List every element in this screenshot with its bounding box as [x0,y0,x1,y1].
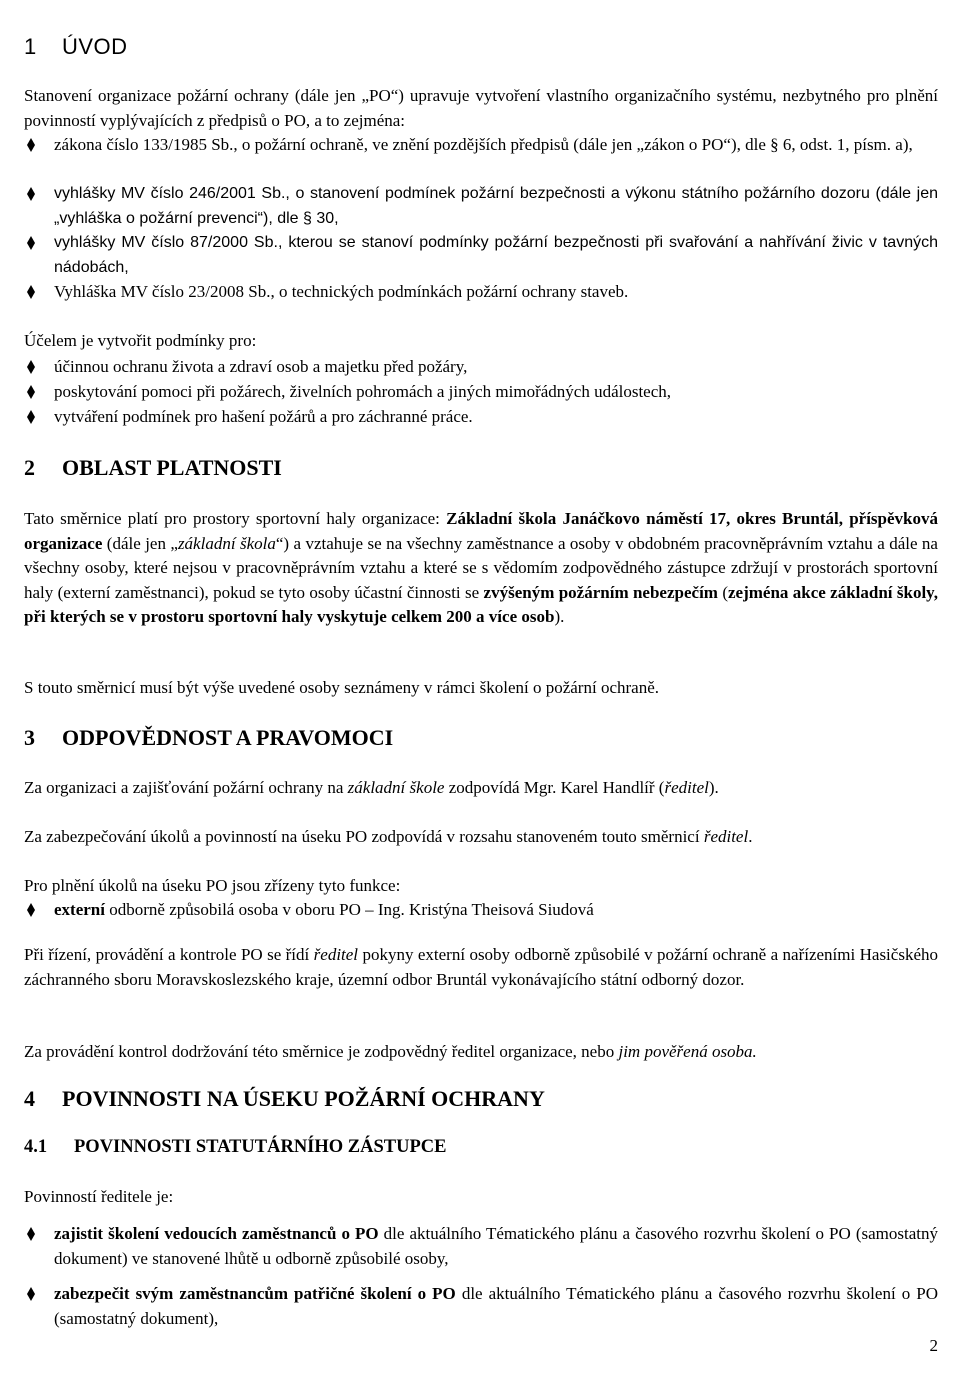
page-number: 2 [929,1336,938,1355]
s1-purpose-item [24,405,938,430]
text-run: odborně způsobilá osoba v oboru PO – Ing. Kristýna Theisová Siudová [104,900,594,919]
s1-purpose-item [24,355,938,380]
diamond-bullet-icon [24,405,38,429]
text-run-bold: zejména akce základní školy, při kterých se v prostoru sportovní haly vyskytuje celkem 200 a více osob [24,582,938,626]
s41-duty-item [24,1282,938,1331]
diamond-bullet-icon [24,1282,38,1306]
text-run: . [748,827,753,846]
section-3-heading [24,725,393,751]
list-item-text: poskytování pomoci při požárech, živelních pohromách a jiných mimořádných událostech, [54,382,672,401]
list-item-text: vyhlášky MV číslo 87/2000 Sb., kterou se stanoví podmínky požární bezpečnosti při svařování a nahřívání živic v tavných nádobách, [54,234,938,276]
diamond-bullet-icon [24,231,38,255]
s3-control-paragraph [24,1040,938,1065]
text-run-bold: zabezpečit svým zaměstnancům patřičné školení o PO [54,1284,456,1303]
text-run-bold: zvýšeným požárním nebezpečím [483,582,718,602]
text-run: pokyny externí osoby odborně způsobilé v požární ochraně a nařízeními Hasičského záchranného sboru Moravskoslezského kraje, územní odbor Bruntál vykonávajícího státní odborný dozor. [24,945,938,989]
diamond-bullet-icon [24,1222,38,1246]
text-run: zodpovídá Mgr. Karel Handlíř ( [444,778,665,797]
text-run: ). [554,607,565,626]
s3-responsibility-paragraph [24,776,938,801]
text-run-italic: ředitel [664,778,709,797]
s2-training-paragraph: S touto směrnicí musí být výše uvedené osoby seznámeny v rámci školení o požární ochraně. [24,678,659,697]
list-item-text: účinnou ochranu života a zdraví osob a majetku před požáry, [54,357,468,376]
section-title: POVINNOSTI NA ÚSEKU POŽÁRNÍ OCHRANY [62,1086,545,1111]
section-number: 1 [24,34,37,59]
s1-purpose-item [24,380,938,405]
text-run-italic: ředitel [313,945,359,964]
list-item-text: vyhlášky MV číslo 246/2001 Sb., o stanovení podmínek požární bezpečnosti a výkonu státního požárního dozoru (dále jen „vyhláška o požární prevenci“), dle § 30, [54,185,938,227]
text-run-bold: zajistit školení vedoucích zaměstnanců o PO [54,1224,379,1243]
s1-list-item [24,182,938,231]
text-run: dle aktuálního Tématického plánu a časového rozvrhu školení o PO (samostatný dokument), [54,1284,939,1328]
section-title: OBLAST PLATNOSTI [62,455,282,480]
text-run: Za provádění kontrol dodržování této směrnice je zodpovědný ředitel organizace, nebo [24,1042,619,1061]
section-2-heading [24,455,282,481]
section-title: POVINNOSTI STATUTÁRNÍHO ZÁSTUPCE [74,1137,447,1157]
list-item-text [54,1282,938,1331]
list-item-text: zákona číslo 133/1985 Sb., o požární ochraně, ve znění pozdějších předpisů (dále jen „zákon o PO“), dle § 6, odst. 1, písm. a), [54,135,913,154]
s3-functions-paragraph: Pro plnění úkolů na úseku PO jsou zřízeny tyto funkce: [24,876,401,895]
text-run: dle aktuálního Tématického plánu a časového rozvrhu školení o PO (samostatný dokument) ve stanovené lhůtě u odborně způsobilé osoby, [54,1224,938,1268]
s1-list-item [24,231,938,280]
s41-duty-item [24,1222,938,1271]
text-run-italic: ředitel [703,827,749,846]
text-run: Při řízení, provádění a kontrole PO se řídí [24,945,314,964]
s1-purpose-paragraph: Účelem je vytvořit podmínky pro: [24,331,257,350]
diamond-bullet-icon [24,280,38,304]
text-run: Za organizaci a zajišťování požární ochrany na [24,778,348,797]
text-run: (dále jen „ [102,533,178,553]
list-item-text [54,898,938,923]
s1-list-item [24,133,938,158]
s1-intro-paragraph: Stanovení organizace požární ochrany (dále jen „PO“) upravuje vytvoření vlastního organizačního systému, nezbytného pro plnění povinností vyplývajících z předpisů o PO, a to zejména: [24,86,938,130]
section-4-heading [24,1086,545,1112]
text-run: Tato směrnice platí pro prostory sportovní haly organizace: [24,509,447,528]
diamond-bullet-icon [24,898,38,922]
section-1-heading [24,34,128,60]
s1-list-item [24,280,938,305]
text-run: ). [708,778,719,797]
diamond-bullet-icon [24,355,38,379]
s41-duties-paragraph: Povinností ředitele je: [24,1187,174,1206]
section-number: 2 [24,455,35,480]
s2-scope-paragraph [24,507,938,630]
s3-function-item [24,898,938,923]
diamond-bullet-icon [24,380,38,404]
list-item-text [54,1222,938,1271]
section-title: ÚVOD [62,34,128,59]
text-run: ( [717,582,728,602]
diamond-bullet-icon [24,182,38,206]
section-number: 3 [24,725,35,750]
list-item-text: Vyhláška MV číslo 23/2008 Sb., o technických podmínkách požární ochrany staveb. [54,282,629,301]
section-title: ODPOVĚDNOST A PRAVOMOCI [62,725,394,750]
section-4-1-heading [24,1137,446,1158]
text-run-italic: základní škola [177,533,276,553]
list-item-text: vytváření podmínek pro hašení požárů a pro záchranné práce. [54,407,473,426]
text-run-italic: jim pověřená osoba. [618,1042,757,1061]
section-number: 4.1 [24,1137,48,1157]
organization-name: Základní škola Janáčkovo náměstí 17, okres Bruntál, příspěvková organizace [24,509,938,553]
text-run-bold: externí [54,900,105,919]
text-run: “) a vztahuje se na všechny zaměstnance a osoby v obdobném pracovněprávním vztahu a dále na všechny osoby, které nejsou v pracovněprávním vztahu a které se s vědomím zodpovědného zástupce zdržují v prostorách sportovní haly (externí zaměstnanci), pokud se tyto osoby účastní činnosti se [24,533,938,602]
diamond-bullet-icon [24,133,38,157]
text-run: Za zabezpečování úkolů a povinností na úseku PO zodpovídá v rozsahu stanoveném touto směrnicí [24,827,704,846]
section-number: 4 [24,1086,35,1111]
s3-tasks-paragraph [24,825,938,850]
s3-direction-paragraph [24,943,938,992]
text-run-italic: základní škole [347,778,445,797]
